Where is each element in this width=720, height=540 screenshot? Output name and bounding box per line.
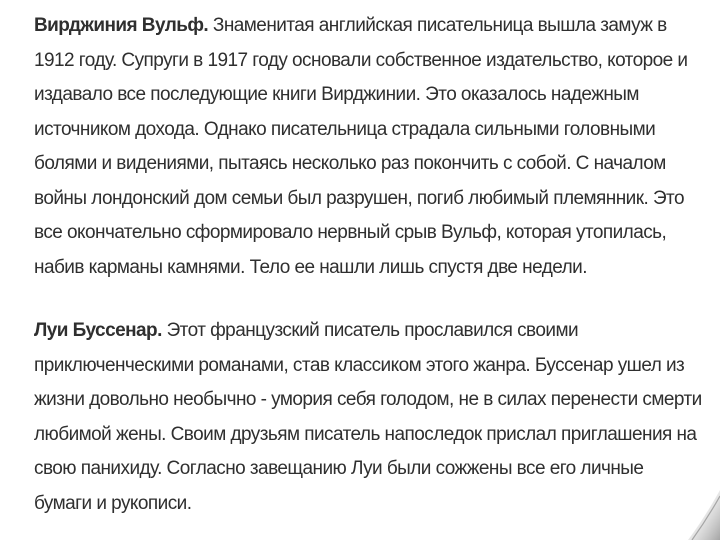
paragraph-heading: Луи Буссенар. (34, 320, 162, 341)
paragraph-line: войны лондонский дом семьи был разрушен, погиб любимый племянник. Это (34, 187, 685, 209)
paragraph-louis-boussenard (34, 314, 702, 521)
paragraph-virginia-woolf (34, 9, 687, 285)
paragraph-line: приключенческими романами, став классиком этого жанра. Буссенар ушел из (34, 354, 685, 376)
page-curl-decoration (680, 490, 720, 540)
paragraph-line (34, 314, 702, 349)
paragraph-line: 1912 году. Супруги в 1917 году основали собственное издательство, которое и (34, 49, 688, 71)
paragraph-line (34, 9, 687, 44)
paragraph-line: источником дохода. Однако писательница страдала сильными головными (34, 118, 656, 140)
paragraph-line: издавало все последующие книги Вирджинии. Это оказалось надежным (34, 84, 639, 105)
paragraph-line: жизни довольно необычно - умория себя голодом, не в силах перенести смерти (34, 389, 702, 410)
paragraph-line-text: Знаменитая английская писательница вышла замуж в (212, 15, 667, 36)
paragraph-line: любимой жены. Своим друзьям писатель напоследок прислал приглашения на (34, 423, 697, 445)
paragraph-line: болями и видениями, пытаясь несколько раз покончить с собой. С началом (34, 153, 666, 174)
paragraph-line: свою панихиду. Согласно завещанию Луи были сожжены все его личные (34, 458, 644, 479)
paragraph-line: бумаги и рукописи. (34, 492, 192, 514)
paragraph-heading: Вирджиния Вульф. (34, 15, 209, 36)
paragraph-line-text: Этот французский писатель прославился своими (166, 320, 579, 341)
paragraph-line: набив карманы камнями. Тело ее нашли лишь спустя две недели. (34, 256, 587, 278)
paragraph-line: все окончательно сформировало нервный срыв Вульф, которая утопилась, (34, 222, 667, 243)
